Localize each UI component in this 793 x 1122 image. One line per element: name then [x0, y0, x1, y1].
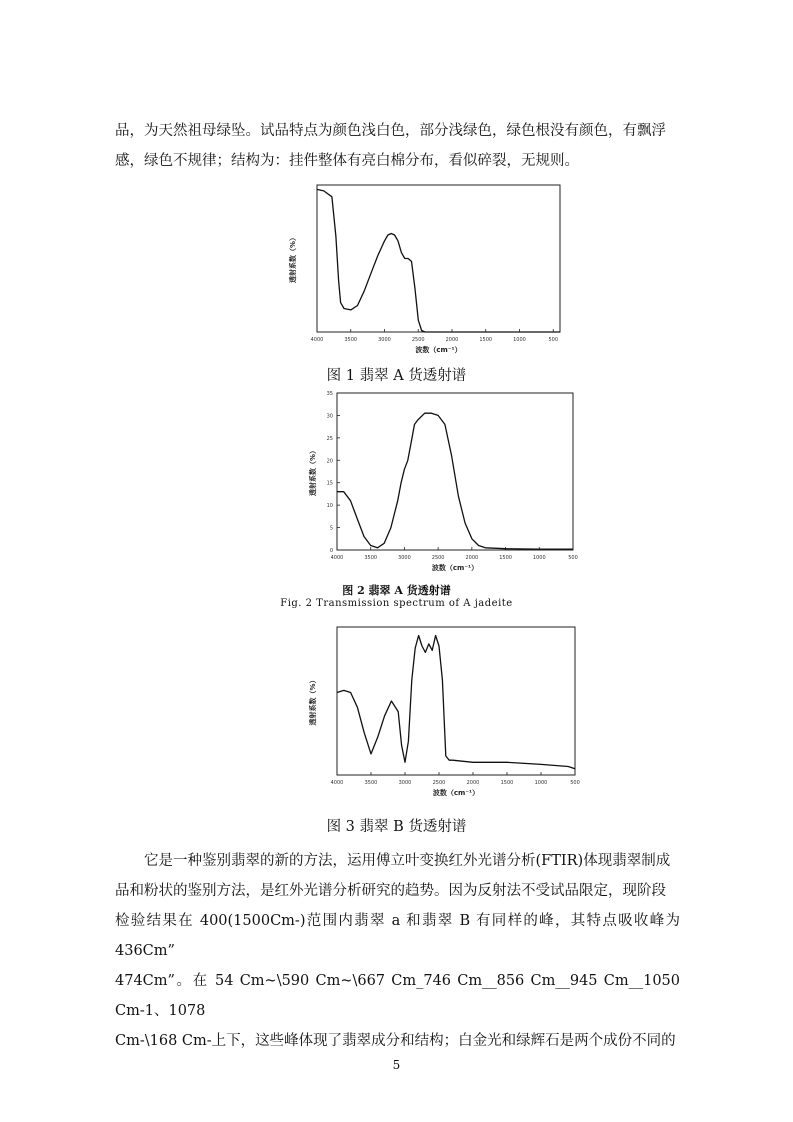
y-tick-label: 35 — [326, 391, 333, 397]
x-tick-label: 3000 — [398, 555, 411, 561]
x-axis-label: 波数（cm⁻¹） — [415, 346, 462, 354]
y-tick-label: 5 — [329, 525, 333, 532]
page-number: 5 — [392, 1058, 401, 1072]
x-tick-label: 1500 — [500, 780, 514, 786]
x-tick-label: 3000 — [378, 337, 391, 343]
figure-2-caption-en: Fig. 2 Transmission spectrum of A jadeite — [280, 598, 513, 609]
x-tick-label: 2000 — [445, 337, 459, 343]
y-tick-label: 10 — [326, 503, 333, 510]
figure-3-chart — [295, 624, 590, 796]
x-tick-label: 500 — [568, 555, 578, 561]
x-tick-label: 4000 — [330, 555, 344, 561]
y-axis-label: 透射系数（%） — [309, 446, 317, 497]
y-axis-label: 透射系数（%） — [309, 676, 317, 726]
x-tick-label: 500 — [548, 337, 559, 343]
x-tick-label: 2000 — [466, 780, 480, 786]
top-paragraph-line: 感，绿色不规律；结构为：挂件整体有亮白棉分布，看似碎裂，无规则。 — [115, 153, 579, 169]
figure-2-caption-zh: 图 2 翡翠 A 货透射谱 — [342, 584, 451, 597]
spectrum-line — [337, 413, 573, 549]
x-tick-label: 2000 — [465, 555, 479, 561]
bottom-paragraph-line: Cm-\168 Cm-上下，这些峰体现了翡翠成分和结构；白金光和绿辉石是两个成份不同的 — [115, 1033, 676, 1049]
y-axis-label: 透射系数（%） — [289, 233, 297, 284]
y-tick-label: 20 — [326, 458, 333, 465]
x-tick-label: 4000 — [310, 337, 324, 343]
y-tick-label: 15 — [326, 480, 333, 487]
x-tick-label: 1500 — [499, 555, 512, 561]
y-tick-label: 30 — [326, 413, 333, 420]
x-axis-label: 波数（cm⁻¹） — [431, 564, 479, 572]
spectrum-line — [317, 189, 560, 332]
top-paragraph — [115, 116, 680, 176]
bottom-paragraph — [115, 846, 680, 1056]
plot-frame — [337, 393, 573, 550]
x-tick-label: 1500 — [479, 337, 493, 343]
bottom-paragraph-line: 检验结果在 400(1500Cm-)范围内翡翠 a 和翡翠 B 有同样的峰，其特点吸收峰为 436Cm” — [115, 913, 680, 959]
x-tick-label: 1000 — [532, 555, 546, 561]
top-paragraph-line: 品，为天然祖母绿坠。试品特点为颜色浅白色，部分浅绿色，绿色根没有颜色，有飘浮 — [115, 123, 666, 139]
figure-3 — [295, 624, 590, 796]
x-tick-label: 2500 — [411, 337, 425, 343]
x-tick-label: 3500 — [364, 780, 378, 786]
y-tick-label: 0 — [329, 548, 333, 554]
x-tick-label: 4000 — [330, 780, 344, 786]
figure-2-chart — [295, 387, 590, 579]
bottom-paragraph-line: 它是一种鉴别翡翠的新的方法，运用傅立叶变换红外光谱分析(FTIR)体现翡翠制成 — [144, 853, 671, 869]
figure-3-caption: 图 3 翡翠 B 货透射谱 — [326, 819, 467, 835]
x-tick-label: 1000 — [534, 780, 548, 786]
x-tick-label: 500 — [570, 780, 580, 786]
x-axis-label: 波数（cm⁻¹） — [432, 789, 480, 797]
figure-1 — [289, 180, 575, 360]
plot-frame — [317, 185, 560, 332]
x-tick-label: 2500 — [431, 555, 445, 561]
figure-1-caption: 图 1 翡翠 A 货透射谱 — [326, 368, 467, 384]
figure-1-chart — [289, 180, 575, 360]
plot-frame — [337, 627, 575, 775]
x-tick-label: 1000 — [513, 337, 526, 343]
bottom-paragraph-line: 品和粉状的鉴别方法，是红外光谱分析研究的趋势。因为反射法不受试品限定，现阶段 — [115, 883, 666, 899]
y-tick-label: 25 — [326, 435, 333, 442]
x-tick-label: 3500 — [364, 555, 378, 561]
x-tick-label: 3000 — [398, 780, 412, 786]
x-tick-label: 3500 — [344, 337, 358, 343]
x-tick-label: 2500 — [432, 780, 446, 786]
figure-2 — [295, 387, 590, 579]
bottom-paragraph-line: 474Cm”。在 54 Cm~\590 Cm~\667 Cm_746 Cm__856 Cm__945 Cm__1050 Cm-1、1078 — [115, 973, 680, 1019]
spectrum-line — [337, 636, 575, 769]
